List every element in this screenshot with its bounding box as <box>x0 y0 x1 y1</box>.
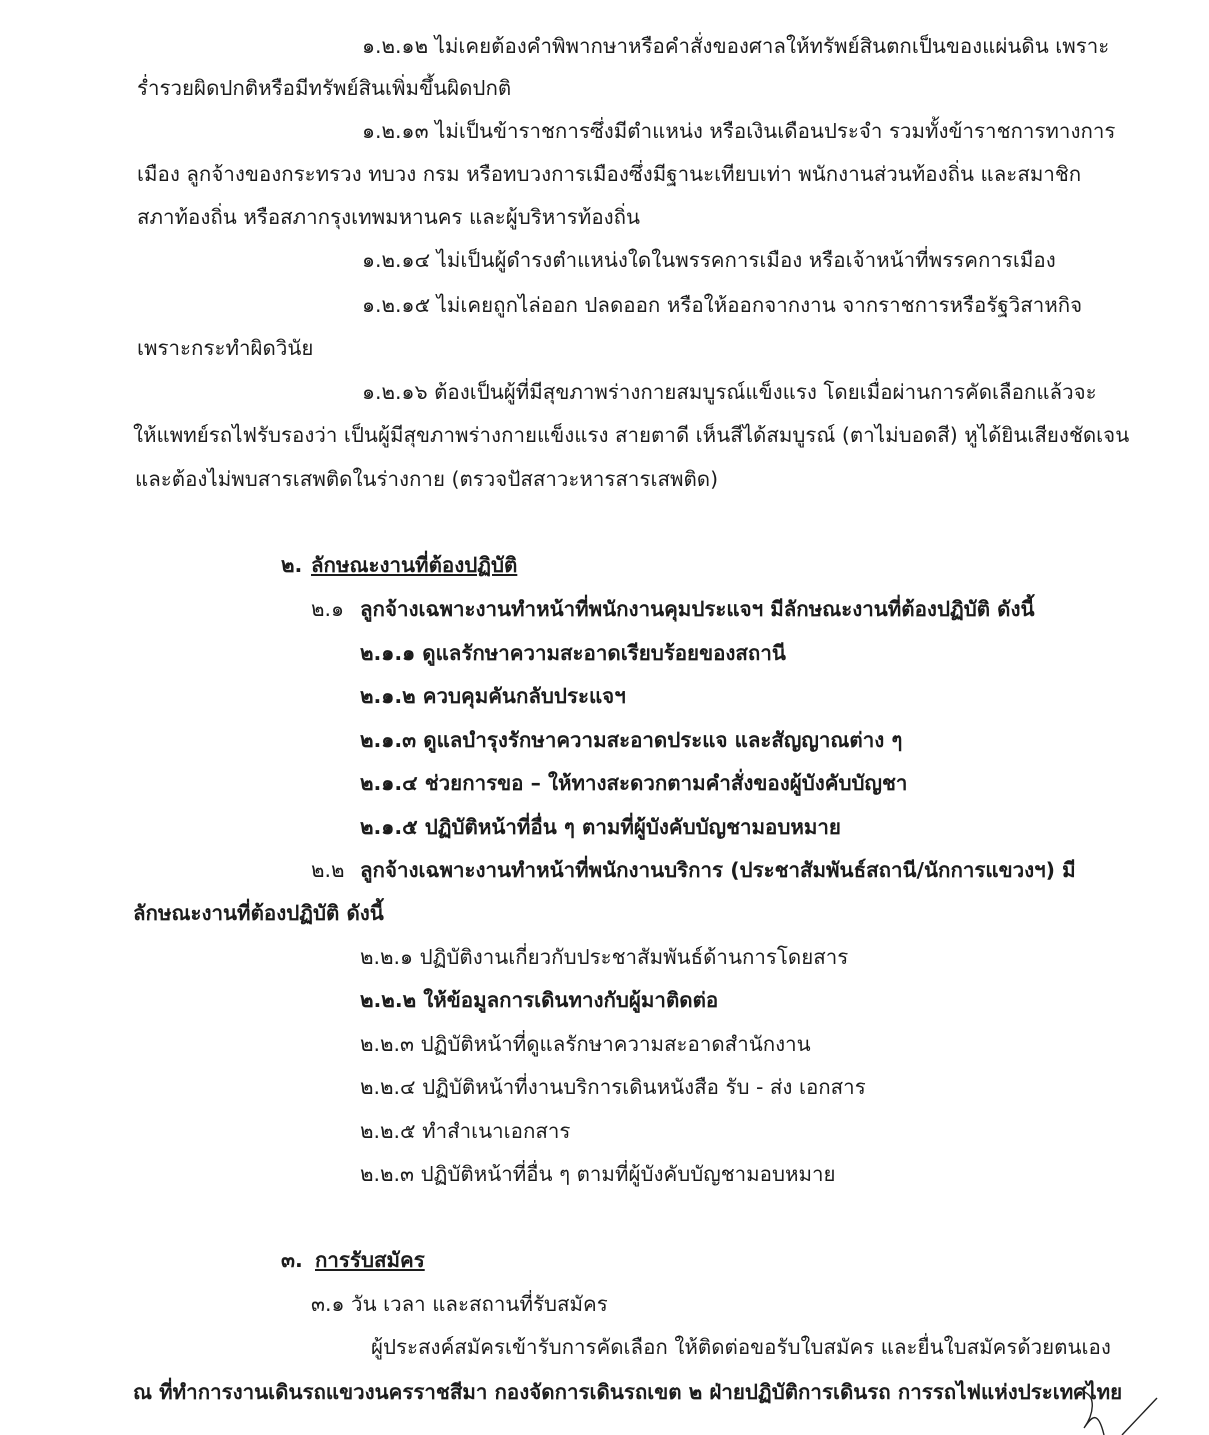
item-2-2-4: ๒.๒.๔ ปฏิบัติหน้าที่งานบริการเดินหนังสือ รับ - ส่ง เอกสาร <box>360 1075 866 1099</box>
signature-mark <box>1062 1388 1209 1435</box>
section-2-number: ๒. <box>281 553 303 577</box>
item-2-2-1: ๒.๒.๑ ปฏิบัติงานเกี่ยวกับประชาสัมพันธ์ด้านการโดยสาร <box>360 945 849 969</box>
item-2-2-2: ๒.๒.๒ ให้ข้อมูลการเดินทางกับผู้มาติดต่อ <box>360 988 719 1012</box>
item-2-2-number: ๒.๒ <box>311 858 345 882</box>
item-2-1-text: ลูกจ้างเฉพาะงานทำหน้าที่พนักงานคุมประแจฯ มีลักษณะงานที่ต้องปฏิบัติ ดังนี้ <box>360 597 1035 621</box>
item-2-1-4: ๒.๑.๔ ช่วยการขอ – ให้ทางสะดวกตามคำสั่งของผู้บังคับบัญชา <box>360 771 908 795</box>
section-3-number: ๓. <box>281 1248 303 1272</box>
item-2-1-5: ๒.๑.๕ ปฏิบัติหน้าที่อื่น ๆ ตามที่ผู้บังคับบัญชามอบหมาย <box>360 815 841 839</box>
item-2-2-3: ๒.๒.๓ ปฏิบัติหน้าที่ดูแลรักษาความสะอาดสำนักงาน <box>360 1032 811 1056</box>
item-3-1: ๓.๑ วัน เวลา และสถานที่รับสมัคร <box>311 1292 608 1316</box>
item-1-2-16-line3: และต้องไม่พบสารเสพติดในร่างกาย (ตรวจปัสสาวะหารสารเสพติด) <box>135 467 719 491</box>
item-1-2-12-line1: ๑.๒.๑๒ ไม่เคยต้องคำพิพากษาหรือคำสั่งของศาลให้ทรัพย์สินตกเป็นของแผ่นดิน เพราะ <box>362 34 1110 58</box>
section-3-paragraph-line1: ผู้ประสงค์สมัครเข้ารับการคัดเลือก ให้ติดต่อขอรับใบสมัคร และยื่นใบสมัครด้วยตนเอง <box>371 1335 1111 1359</box>
item-1-2-14: ๑.๒.๑๔ ไม่เป็นผู้ดำรงตำแหน่งใดในพรรคการเมือง หรือเจ้าหน้าที่พรรคการเมือง <box>362 248 1056 272</box>
item-2-1-number: ๒.๑ <box>311 597 345 621</box>
section-2-title: ลักษณะงานที่ต้องปฏิบัติ <box>311 553 518 577</box>
item-1-2-15-line1: ๑.๒.๑๕ ไม่เคยถูกไล่ออก ปลดออก หรือให้ออกจากงาน จากราชการหรือรัฐวิสาหกิจ <box>362 293 1083 317</box>
item-2-1-2: ๒.๑.๒ ควบคุมคันกลับประแจฯ <box>360 684 626 708</box>
item-2-1-1: ๒.๑.๑ ดูแลรักษาความสะอาดเรียบร้อยของสถานี <box>360 641 786 665</box>
item-2-2-text: ลูกจ้างเฉพาะงานทำหน้าที่พนักงานบริการ (ประชาสัมพันธ์สถานี/นักการแขวงฯ) มี <box>360 858 1076 882</box>
item-2-2-5: ๒.๒.๕ ทำสำเนาเอกสาร <box>360 1119 571 1143</box>
item-1-2-13-line1: ๑.๒.๑๓ ไม่เป็นข้าราชการซึ่งมีตำแหน่ง หรือเงินเดือนประจำ รวมทั้งข้าราชการทางการ <box>362 119 1116 143</box>
item-2-2-6: ๒.๒.๓ ปฏิบัติหน้าที่อื่น ๆ ตามที่ผู้บังคับบัญชามอบหมาย <box>360 1162 836 1186</box>
item-2-2-text-cont: ลักษณะงานที่ต้องปฏิบัติ ดังนี้ <box>133 901 384 925</box>
item-1-2-16-line1: ๑.๒.๑๖ ต้องเป็นผู้ที่มีสุขภาพร่างกายสมบูรณ์แข็งแรง โดยเมื่อผ่านการคัดเลือกแล้วจะ <box>362 380 1097 404</box>
item-1-2-13-line2: เมือง ลูกจ้างของกระทรวง ทบวง กรม หรือทบวงการเมืองซึ่งมีฐานะเทียบเท่า พนักงานส่วนท้องถิ่น และสมาชิก <box>137 162 1082 186</box>
item-1-2-15-line2: เพราะกระทำผิดวินัย <box>137 336 314 360</box>
item-1-2-16-line2: ให้แพทย์รถไฟรับรองว่า เป็นผู้มีสุขภาพร่างกายแข็งแรง สายตาดี เห็นสีได้สมบูรณ์ (ตาไม่บอดสี) หูได้ยินเสียงชัดเจน <box>133 423 1130 447</box>
item-1-2-12-line2: ร่ำรวยผิดปกติหรือมีทรัพย์สินเพิ่มขึ้นผิดปกติ <box>137 76 512 100</box>
item-2-1-3: ๒.๑.๓ ดูแลบำรุงรักษาความสะอาดประแจ และสัญญาณต่าง ๆ <box>360 728 903 752</box>
section-3-paragraph-line2: ณ ที่ทำการงานเดินรถแขวงนครราชสีมา กองจัดการเดินรถเขต ๒ ฝ่ายปฏิบัติการเดินรถ การรถไฟแห่งประเทศไทย <box>133 1380 1123 1404</box>
item-1-2-13-line3: สภาท้องถิ่น หรือสภากรุงเทพมหานคร และผู้บริหารท้องถิ่น <box>137 205 641 229</box>
section-3-title: การรับสมัคร <box>315 1248 425 1272</box>
